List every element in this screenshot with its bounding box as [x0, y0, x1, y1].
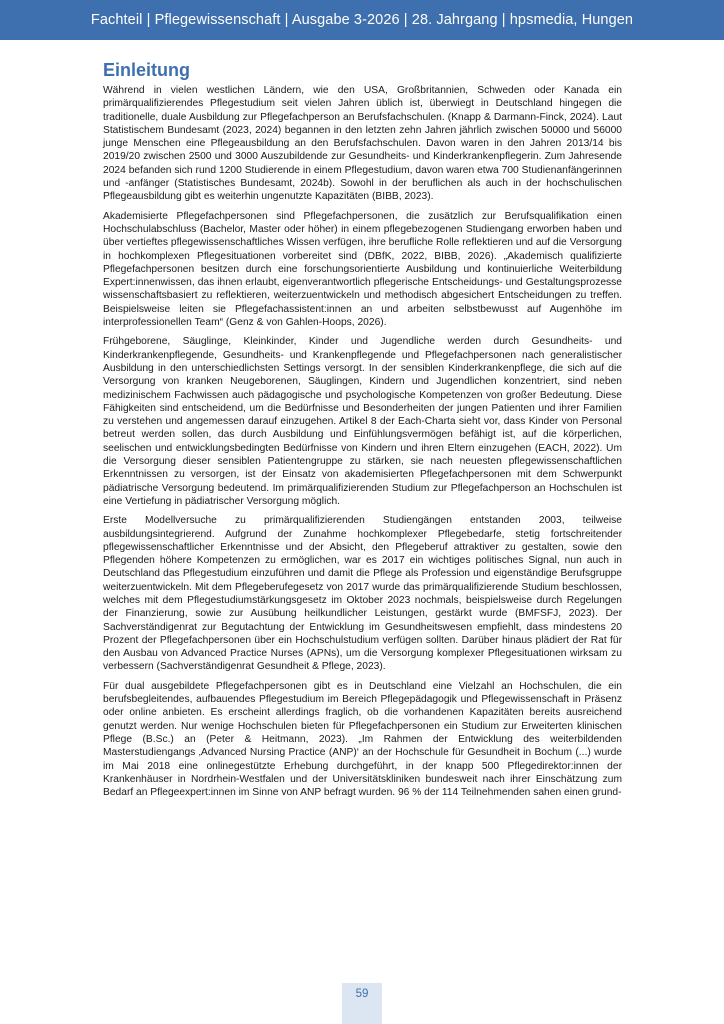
page-number: [342, 983, 382, 1024]
running-header: [0, 0, 724, 40]
running-header-title: Fachteil | Pflegewissenschaft | Ausgabe 3-2026 | 28. Jahrgang | hpsmedia, Hungen: [90, 12, 634, 28]
page-number-label: 59: [355, 988, 369, 1000]
paragraph-5: Für dual ausgebildete Pflegefachpersonen gibt es in Deutschland eine Vielzahl an Hochschulen, die ein berufsbegleitendes, aufbauendes Pflegestudium im Bereich Pflegepädagogik und Pflegewissenschaft in Präsenz oder online anbieten. Es erscheint allerdings fraglich, ob die vorhandenen Kapazitäten bereits ausreichend genutzt werden. Nur wenige Hochschulen bieten für Pflegefachpersonen ein Studium zur Erweiterten klinischen Pflege (B.Sc.) an (Peter & Heitmann, 2023). „Im Rahmen der Entwicklung des weiterbildenden Masterstudiengangs ‚Advanced Nursing Practice (ANP)‘ an der Hochschule für Gesundheit in Bochum (...) wurde im Mai 2018 eine onlinegestützte Erhebung durchgeführt, in der knapp 500 Pflegedirektor:innen der Krankenhäuser in Nordrhein-Westfalen und der Universitätskliniken bundesweit nach ihrer Einschätzung zum Bedarf an Pflegeexpert:innen im Sinne von ANP befragt wurden. 96 % der 114 Teilnehmenden sahen einen grund-: [103, 680, 622, 799]
paragraph-4: Erste Modellversuche zu primärqualifizierenden Studiengängen entstanden 2003, teilweise ausbildungsintegrierend. Aufgrund der Zunahme hochkomplexer Pflegebedarfe, stetig fortschreitender pflegewissenschaftlicher Erkenntnisse und der Absicht, den Pflegeberuf attraktiver zu gestalten, sowie den Pflegenden höhere Kompetenzen zu ermöglichen, war es 2017 ein wichtiges politisches Signal, nun auch in Deutschland das Pflegestudium einzuführen und damit die Pflege als Profession und eigenständige Berufsgruppe weiterzuentwickeln. Mit dem Pflegeberufegesetz von 2017 wurde das primärqualifizierende Studium beschlossen, welches mit dem Pflegestudiumstärkungsgesetz im Oktober 2023 nochmals, beispielsweise durch Regelungen der Finanzierung, sowie zur Ausübung heilkundlicher Leistungen, gestärkt wurde (BMFSFJ, 2023). Der Sachverständigenrat zur Begutachtung der Entwicklung im Gesundheitswesen empfiehlt, dass mindestens 20 Prozent der Pflegefachpersonen über ein Hochschulstudium verfügen sollten. Darüber hinaus plädiert der Rat für den Ausbau von Advanced Practice Nurses (APNs), um die Versorgung komplexer Pflegesituationen wirksam zu verbessern (Sachverständigenrat Gesundheit & Pflege, 2023).: [103, 515, 622, 673]
section-heading: Einleitung: [103, 60, 190, 80]
paragraph-3: Frühgeborene, Säuglinge, Kleinkinder, Kinder und Jugendliche werden durch Gesundheits- und Kinderkrankenpflegende, Gesundheits- und Krankenpflegende und Pflegefachpersonen nach generalistischer Ausbildung in den unterschiedlichsten Settings versorgt. In der sensiblen Kinderkrankenpflege, die sich auf die Versorgung von kranken Neugeborenen, Säuglingen, Kindern und Jugendlichen konzentriert, sind neben medizinischem Fachwissen auch pädagogische und psychologische Kompetenzen von großer Bedeutung. Diese Fähigkeiten sind entscheidend, um die Bedürfnisse und Besonderheiten der jungen Patienten und ihrer Familien zu verstehen und angemessen darauf einzugehen. Artikel 8 der Each-Charta sieht vor, dass Kinder von Personal betreut werden sollen, das durch Ausbildung und Einfühlungsvermögen befähigt ist, auf die körperlichen, seelischen und entwicklungsbedingten Bedürfnisse von Kindern und ihren Eltern einzugehen (EACH, 2022). Um die Versorgung dieser sensiblen Patientengruppe zu stärken, sie nach neuesten pflegewissenschaftlichen Erkenntnissen zu versorgen, ist der Einsatz von akademisierten Pflegefachpersonen mit dem Schwerpunkt pädiatrische Versorgung bedeutend. Im primärqualifizierenden Studium zur Pflegefachperson an Hochschulen ist eine Vertiefung in pädiatrischer Versorgung möglich.: [103, 336, 622, 507]
paragraph-1: Während in vielen westlichen Ländern, wie den USA, Großbritannien, Schweden oder Kanada ein primärqualifizierendes Pflegestudium seit vielen Jahren üblich ist, überwiegt in Deutschland hingegen die traditionelle, duale Ausbildung zur Pflegefachperson an Berufsfachschulen. (Knapp & Darmann-Finck, 2024). Laut Statistischem Bundesamt (2023, 2024) begannen in den letzten zehn Jahren jährlich zwischen 50000 und 56000 junge Menschen eine Pflegeausbildung an den Berufsfachschulen. Davon waren in den Jahren 2013/14 bis 2019/20 zwischen 2500 und 3000 Auszubildende zur Gesundheits- und Kinderkrankenpflegerin. Zum Jahresende 2024 befanden sich rund 1200 Studierende in einem Pflegestudium, davon waren etwa 700 Studienanfängerinnen und -anfänger (Statistisches Bundesamt, 2024b). Sowohl in der beruflichen als auch in der hochschulischen Pflegeausbildung gibt es weiterhin ungenutzte Kapazitäten (BIBB, 2023).: [103, 85, 622, 203]
paragraph-2: Akademisierte Pflegefachpersonen sind Pflegefachpersonen, die zusätzlich zur Berufsqualifikation einen Hochschulabschluss (Bachelor, Master oder höher) in einem pflegebezogenen Studiengang erworben haben und über vertieftes pflegewissenschaftliches Wissen verfügen, ihre berufliche Rolle reflektieren und auf die Versorgung in hochkomplexen Pflegesituationen vorbereitet sind (DBfK, 2022, BIBB, 2026). „Akademisch qualifizierte Pflegefachpersonen besitzen durch eine forschungsorientierte Ausbildung und kontinuierliche Weiterbildung Expert:innenwissen, das ihnen erlaubt, eigenverantwortlich pflegerische Entscheidungs- und Gestaltungsprozesse wissenschaftsbasiert zu reflektieren, weiterzuentwickeln und methodisch abgesichert Entscheidungen zu treffen. Beispielsweise leiten sie Pflegefachassistent:innen an und arbeiten selbstbewusst auf Augenhöhe im interprofessionellen Team“ (Genz & von Gahlen-Hoops, 2026).: [103, 210, 622, 329]
article-body: [103, 58, 622, 805]
